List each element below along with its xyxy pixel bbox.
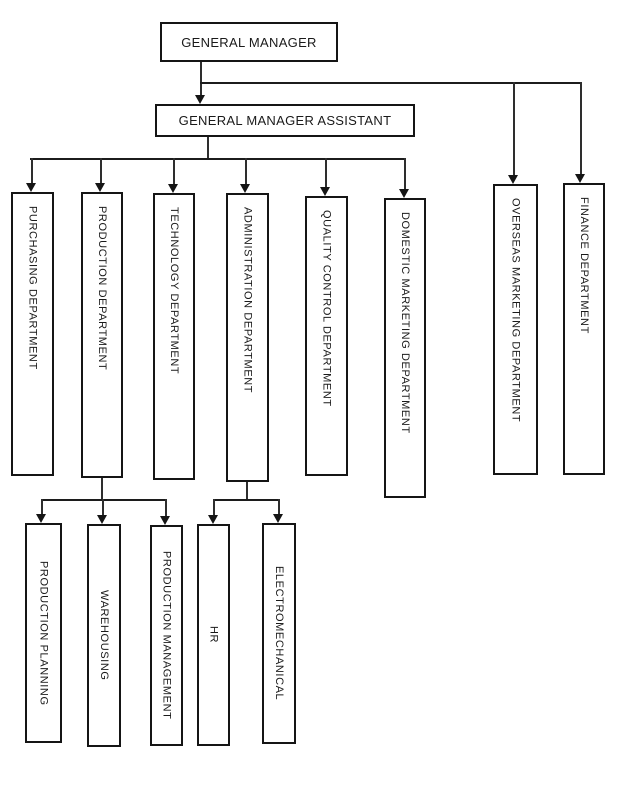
connector-dept-administration [245, 158, 247, 184]
connector-sub-management [165, 499, 167, 516]
connector-dept-production [100, 158, 102, 183]
node-label: DOMESTIC MARKETING DEPARTMENT [399, 212, 411, 434]
connector-dept-technology [173, 158, 175, 184]
arrowhead-down-icon [195, 95, 205, 104]
node-label: PRODUCTION MANAGEMENT [160, 551, 173, 720]
connector-sub-planning [41, 499, 43, 514]
connector-production-bus [42, 499, 166, 501]
arrowhead-down-icon [273, 514, 283, 523]
arrowhead-down-icon [97, 515, 107, 524]
arrowhead-down-icon [320, 187, 330, 196]
node-label: ELECTROMECHANICAL [273, 566, 285, 701]
connector-administration-down [246, 482, 248, 500]
node-production-planning [25, 523, 62, 743]
node-label: GENERAL MANAGER [181, 34, 317, 50]
node-overseas-marketing-department [493, 184, 538, 475]
connector-dept-purchasing [31, 158, 33, 183]
arrowhead-down-icon [36, 514, 46, 523]
node-administration-department [226, 193, 269, 482]
arrowhead-down-icon [575, 174, 585, 183]
node-label: PRODUCTION PLANNING [37, 560, 50, 706]
arrowhead-down-icon [95, 183, 105, 192]
connector-finance-down [580, 82, 582, 174]
node-hr [197, 524, 230, 746]
node-label: GENERAL MANAGER ASSISTANT [178, 113, 392, 128]
connector-sub-hr [213, 499, 215, 515]
arrowhead-down-icon [168, 184, 178, 193]
connector-gm-bus [200, 82, 581, 84]
node-warehousing [87, 524, 121, 747]
node-label: QUALITY CONTROL DEPARTMENT [320, 210, 333, 407]
arrowhead-down-icon [399, 189, 409, 198]
connector-dept-domestic [404, 158, 406, 189]
node-label: OVERSEAS MARKETING DEPARTMENT [509, 198, 522, 423]
node-domestic-marketing-department [384, 198, 426, 498]
node-production-management [150, 525, 183, 746]
connector-gm-down [200, 62, 202, 95]
arrowhead-down-icon [208, 515, 218, 524]
node-general-manager [160, 22, 338, 62]
node-electromechanical [262, 523, 296, 744]
node-quality-control-department [305, 196, 348, 476]
node-general-manager-assistant [155, 104, 415, 137]
connector-department-bus [30, 158, 406, 160]
node-label: WAREHOUSING [98, 590, 110, 681]
connector-sub-warehousing [102, 499, 104, 515]
node-technology-department [153, 193, 195, 480]
node-label: HR [207, 626, 220, 644]
node-label: TECHNOLOGY DEPARTMENT [168, 207, 180, 375]
node-purchasing-department [11, 192, 54, 476]
arrowhead-down-icon [508, 175, 518, 184]
node-label: PURCHASING DEPARTMENT [26, 206, 39, 370]
arrowhead-down-icon [160, 516, 170, 525]
node-production-department [81, 192, 123, 478]
node-label: FINANCE DEPARTMENT [578, 197, 590, 334]
arrowhead-down-icon [26, 183, 36, 192]
connector-administration-bus [214, 499, 279, 501]
arrowhead-down-icon [240, 184, 250, 193]
connector-production-down [101, 478, 103, 500]
connector-gma-down [207, 137, 209, 160]
node-finance-department [563, 183, 605, 475]
node-label: ADMINISTRATION DEPARTMENT [241, 207, 254, 394]
node-label: PRODUCTION DEPARTMENT [96, 206, 108, 371]
connector-dept-quality [325, 158, 327, 187]
connector-overseas-down [513, 82, 515, 175]
connector-sub-electromechanical [278, 499, 280, 514]
